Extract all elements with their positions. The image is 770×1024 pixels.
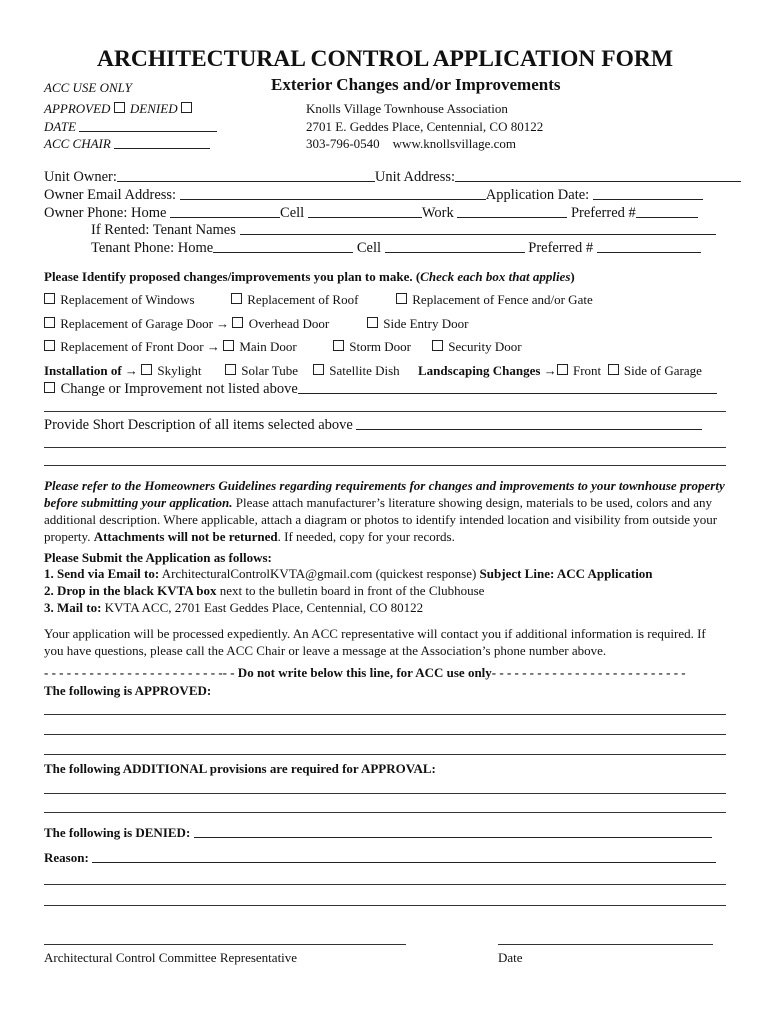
denied-checkbox[interactable] [181,102,192,113]
acc-date-field[interactable] [79,119,217,132]
checkbox-roof[interactable] [231,293,242,304]
owner-cell-input[interactable] [308,205,422,218]
unit-owner-label: Unit Owner: [44,169,117,185]
checkbox-security-door[interactable] [432,340,443,351]
unit-owner-row [44,169,741,186]
checkbox-storm-door[interactable] [333,340,344,351]
approved-line-1[interactable] [44,714,726,715]
submit-email-text[interactable]: ArchitecturalControlKVTA@gmail.com (quickest response) [159,566,480,581]
tenant-cell-label: Cell [356,240,382,256]
submit-subject-line: Subject Line: ACC Application [479,566,653,581]
tenant-names-row [91,222,716,239]
row-solar-tube [225,363,298,379]
application-date-input[interactable] [593,187,703,200]
attachments-note: Attachments will not be returned [93,529,278,544]
label-skylight: Skylight [157,363,202,378]
checkbox-fence[interactable] [396,293,407,304]
tenant-preferred-input[interactable] [597,240,701,253]
changes-heading [44,269,575,285]
association-address: 2701 E. Geddes Place, Centennial, CO 80122 [306,119,544,134]
checkbox-side-entry-door[interactable] [367,317,378,328]
unit-owner-input[interactable] [117,169,375,182]
form-subtitle: Exterior Changes and/or Improvements [271,75,561,94]
short-description-input[interactable] [356,417,702,430]
checkbox-not-listed[interactable] [44,382,55,393]
submit-option-email [44,566,653,582]
not-listed-input[interactable] [298,381,717,394]
representative-label: Architectural Control Committee Representative [44,950,298,965]
approved-line-3[interactable] [44,754,726,755]
submit-option-dropbox [44,583,484,599]
unit-address-label: Unit Address: [374,169,456,185]
checkbox-solar-tube[interactable] [225,364,236,375]
row-roof [231,292,358,308]
checkbox-main-door[interactable] [223,340,234,351]
denied-input[interactable] [194,825,712,838]
owner-preferred-label: Preferred # [570,205,636,221]
submit-dropbox-text: next to the bulletin board in front of the Clubhouse [216,583,485,598]
label-short-description: Provide Short Description of all items selected above [44,417,353,433]
owner-phone-home-input[interactable] [170,205,280,218]
row-satellite-dish [313,363,400,379]
tenant-cell-input[interactable] [385,240,525,253]
approved-label: APPROVED [44,101,111,116]
label-solar-tube: Solar Tube [241,363,298,378]
row-landscaping [418,363,702,379]
submit-mail-text: KVTA ACC, 2701 East Geddes Place, Centennial, CO 80122 [101,600,424,615]
submit-heading: Please Submit the Application as follows: [44,550,272,565]
submit-dropbox-label: 2. Drop in the black KVTA box [44,583,217,598]
owner-email-label: Owner Email Address: [44,187,177,203]
checkbox-side-of-garage[interactable] [608,364,619,375]
owner-phone-row [44,205,698,222]
additional-heading: The following ADDITIONAL provisions are required for APPROVAL: [44,761,436,776]
reason-label: Reason: [44,850,89,865]
acc-chair-label: ACC CHAIR [44,136,111,151]
tenant-phone-home-label: Tenant Phone: Home [91,240,214,256]
checkbox-front-door[interactable] [44,340,55,351]
tenant-phone-row [91,240,701,257]
form-title: ARCHITECTURAL CONTROL APPLICATION FORM [96,46,674,72]
row-garage [44,316,329,332]
approved-line-2[interactable] [44,734,726,735]
changes-heading-text: Please Identify proposed changes/improvements you plan to make. ( [44,269,421,284]
reason-row [44,850,716,866]
label-fence: Replacement of Fence and/or Gate [412,292,593,307]
guidelines-text: Please attach manufacturer’s literature showing design, materials to be used, colors and any additional description. Where applicable, attach a diagram or photos to identify intended location and visibility from outside your property. [44,495,718,544]
additional-line-1[interactable] [44,793,726,794]
processing-paragraph: Your application will be processed expediently. An ACC representative will contact you if additional information is required. If you have questions, please call the ACC Chair or leave a message at the Association’s phone number above. [44,626,706,658]
landscaping-arrow: → [543,363,557,378]
association-contact [306,136,516,152]
submit-mail-label: 3. Mail to: [44,600,102,615]
additional-line-2[interactable] [44,812,726,813]
changes-heading-note: Check each box that applies [420,269,571,284]
row-fence [396,292,593,308]
representative-signature-line[interactable] [44,944,406,945]
association-phone: 303-796-0540 [306,136,380,151]
label-landscaping: Landscaping Changes [418,363,541,378]
label-garage-door: Replacement of Garage Door → [60,316,230,331]
checkbox-landscape-front[interactable] [557,364,568,375]
label-overhead-door: Overhead Door [248,316,330,331]
row-security-door [432,339,522,355]
submit-email-label: 1. Send via Email to: [44,566,160,581]
owner-email-input[interactable] [180,187,486,200]
association-website[interactable]: www.knollsvillage.com [392,136,517,151]
row-side-entry [367,316,468,332]
reason-line-2[interactable] [44,884,726,885]
owner-work-input[interactable] [457,205,567,218]
checkbox-skylight[interactable] [141,364,152,375]
tenant-phone-home-input[interactable] [213,240,353,253]
submit-option-mail [44,600,423,616]
tenant-names-input[interactable] [240,222,716,235]
label-windows: Replacement of Windows [60,292,195,307]
label-landscape-front: Front [572,363,602,378]
guidelines-paragraph [44,477,728,545]
owner-cell-label: Cell [280,205,305,221]
label-side-entry-door: Side Entry Door [383,316,469,331]
changes-heading-close: ) [570,269,575,284]
row-replacements-1 [44,292,195,308]
reason-line-3[interactable] [44,905,726,906]
association-name: Knolls Village Townhouse Association [306,101,508,116]
unit-address-input[interactable] [455,169,741,182]
acc-chair-row [44,136,210,152]
acc-approved-denied [44,101,194,117]
acc-chair-field[interactable] [114,136,210,149]
denied-row [44,825,712,841]
row-front-door [44,339,297,355]
denied-heading: The following is DENIED: [44,825,191,840]
owner-phone-home-label: Owner Phone: Home [44,205,167,221]
label-storm-door: Storm Door [349,339,411,354]
application-date-label: Application Date: [485,187,590,203]
approved-heading: The following is APPROVED: [44,683,212,698]
owner-work-label: Work [421,205,454,221]
row-short-description [44,417,702,434]
signature-date-label: Date [498,950,523,965]
not-listed-line-2[interactable] [44,411,726,412]
acc-use-only-label: ACC USE ONLY [44,80,132,95]
checkbox-overhead-door[interactable] [232,317,243,328]
acc-date-label: DATE [44,119,77,134]
guidelines-emphasis: Please refer to the Homeowners Guidelines regarding requirements for changes and improvements to your townhouse property before submitting your application. [44,478,725,510]
label-security-door: Security Door [448,339,522,354]
tenant-names-label: If Rented: Tenant Names [91,222,236,238]
label-main-door: Main Door [239,339,297,354]
denied-label: DENIED [129,101,178,116]
date-signature-line[interactable] [498,944,713,945]
checkbox-satellite-dish[interactable] [313,364,324,375]
description-line-3[interactable] [44,465,726,466]
owner-preferred-input[interactable] [636,205,698,218]
acc-date-row [44,119,217,135]
row-not-listed [44,381,717,398]
acc-only-divider: - - - - - - - - - - - - - - - - - - - - - - - -- - Do not write below this line, for ACC use only- - - - - - - - - - - - - - - - - - - - - - - - - - [44,665,686,680]
guidelines-end: . If needed, copy for your records. [277,529,455,544]
label-roof: Replacement of Roof [247,292,359,307]
tenant-preferred-label: Preferred # [528,240,594,256]
label-front-door: Replacement of Front Door → [60,339,220,354]
description-line-2[interactable] [44,447,726,448]
label-not-listed: Change or Improvement not listed above [60,381,298,397]
checkbox-garage-door[interactable] [44,317,55,328]
label-satellite-dish: Satellite Dish [329,363,400,378]
row-storm-door [333,339,411,355]
approved-checkbox[interactable] [114,102,125,113]
owner-email-row [44,187,703,204]
label-side-of-garage: Side of Garage [623,363,702,378]
row-installation [44,363,201,379]
label-installation-of: Installation of → [44,363,138,378]
checkbox-windows[interactable] [44,293,55,304]
reason-input[interactable] [92,850,716,863]
